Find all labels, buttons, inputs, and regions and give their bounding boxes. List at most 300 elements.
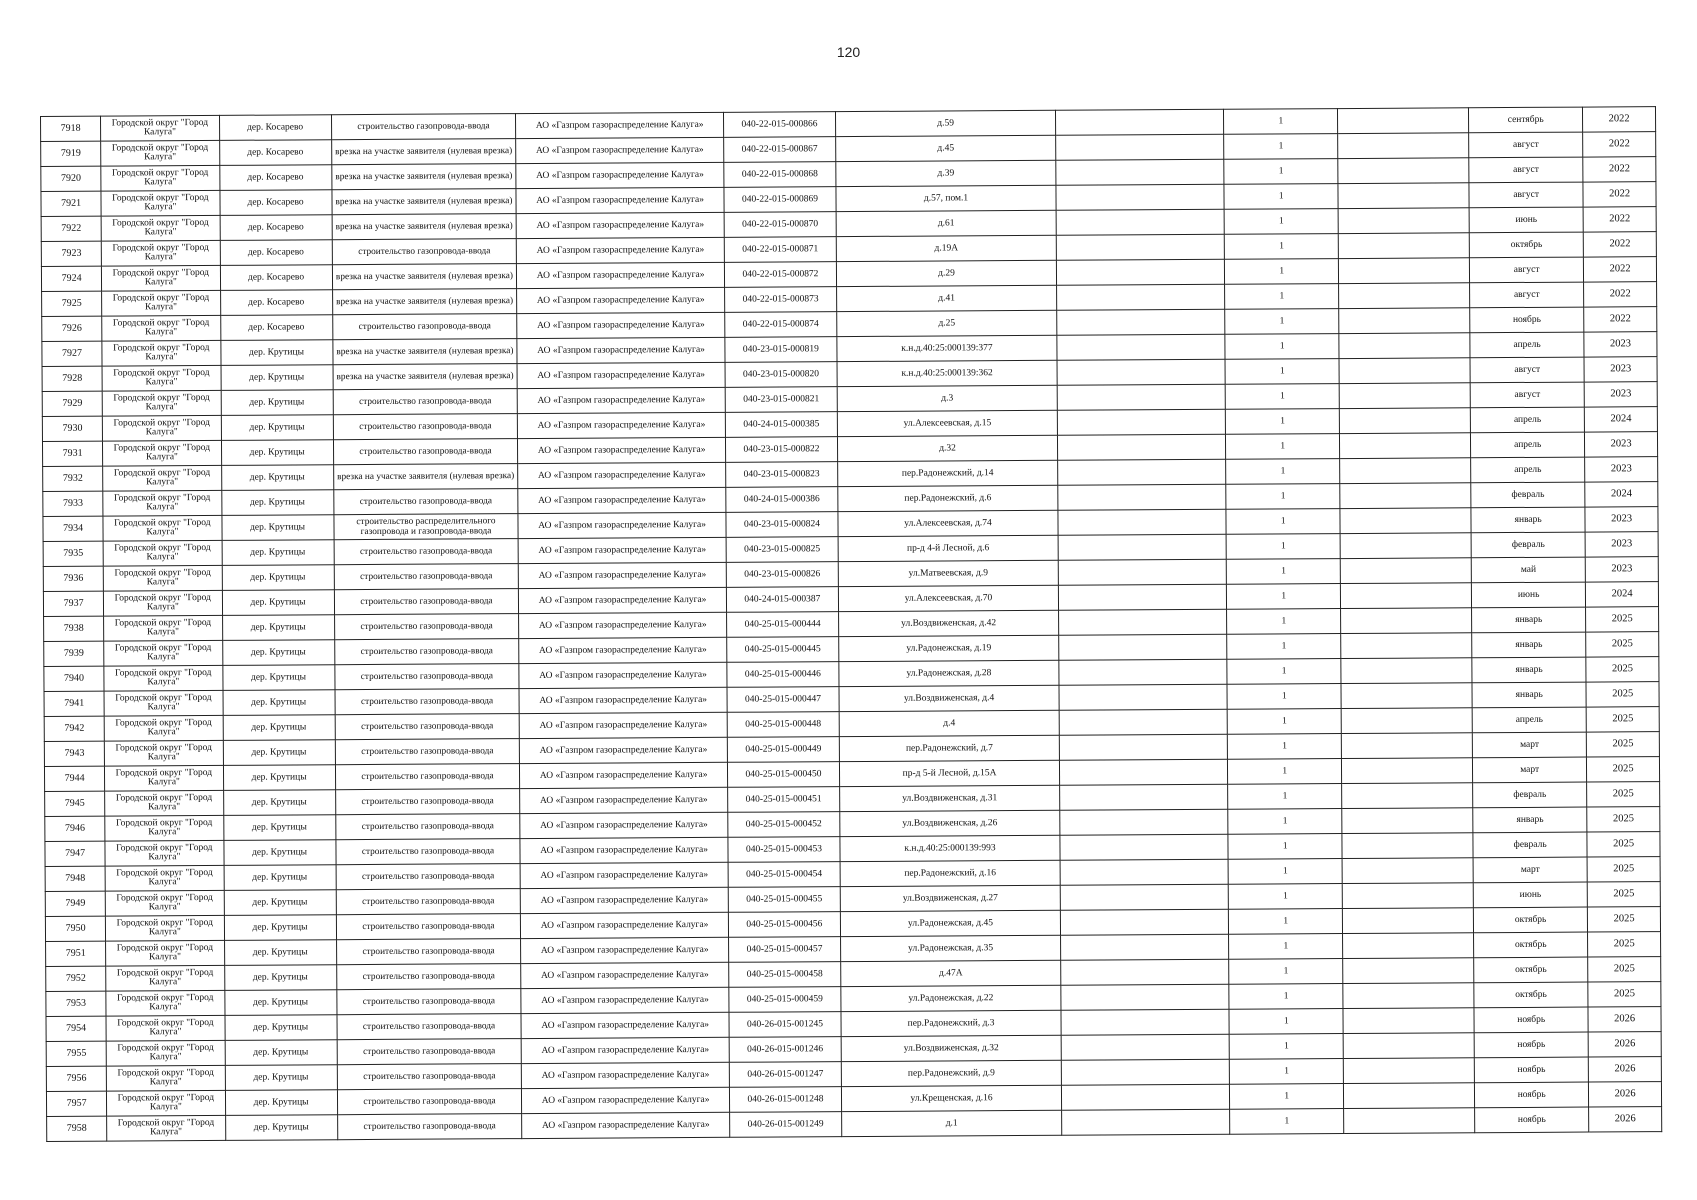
settlement-cell: дер. Крутицы <box>221 490 333 516</box>
application-code-cell: 040-25-015-000444 <box>726 612 838 638</box>
company-cell: АО «Газпром газораспределение Калуга» <box>520 762 728 788</box>
settlement-cell: дер. Крутицы <box>221 440 333 466</box>
work-type-cell: строительство газопровода-ввода <box>335 739 520 765</box>
municipality-cell: Городской округ "Город Калуга" <box>105 790 223 816</box>
municipality-cell: Городской округ "Город Калуга" <box>104 690 222 716</box>
empty-cell <box>1338 208 1469 234</box>
settlement-cell: дер. Косарево <box>220 215 332 241</box>
month-cell: август <box>1469 182 1583 208</box>
month-cell: август <box>1469 157 1583 183</box>
settlement-cell: дер. Косарево <box>220 240 332 266</box>
empty-cell <box>1344 1083 1475 1109</box>
year-cell: 2025 <box>1588 932 1661 957</box>
work-type-cell: строительство газопровода-ввода <box>335 714 520 740</box>
address-cell: пер.Радонежский, д.16 <box>840 860 1060 886</box>
year-cell: 2025 <box>1587 732 1660 757</box>
address-cell: д.25 <box>837 310 1057 336</box>
quantity-cell: 1 <box>1230 1109 1344 1135</box>
application-code-cell: 040-23-015-000826 <box>726 562 838 588</box>
empty-cell <box>1338 183 1469 209</box>
empty-cell <box>1340 458 1471 484</box>
address-cell: пер.Радонежский, д.9 <box>841 1060 1061 1086</box>
settlement-cell: дер. Крутицы <box>224 940 336 966</box>
empty-cell <box>1342 783 1473 809</box>
company-cell: АО «Газпром газораспределение Калуга» <box>522 1112 730 1138</box>
quantity-cell: 1 <box>1226 459 1340 485</box>
year-cell: 2022 <box>1583 132 1656 157</box>
row-number: 7951 <box>46 941 106 966</box>
empty-cell <box>1059 684 1227 710</box>
settlement-cell: дер. Косарево <box>220 265 332 291</box>
settlement-cell: дер. Крутицы <box>223 840 335 866</box>
municipality-cell: Городской округ "Город Калуга" <box>106 940 224 966</box>
work-type-cell: строительство газопровода-ввода <box>334 564 519 590</box>
row-number: 7923 <box>41 241 101 266</box>
month-cell: февраль <box>1471 482 1585 508</box>
row-number: 7952 <box>46 966 106 991</box>
company-cell: АО «Газпром газораспределение Калуга» <box>520 862 728 888</box>
application-code-cell: 040-25-015-000454 <box>728 862 840 888</box>
empty-cell <box>1058 534 1226 560</box>
work-type-cell: строительство газопровода-ввода <box>335 789 520 815</box>
empty-cell <box>1056 159 1224 185</box>
address-cell: д.45 <box>836 135 1056 161</box>
municipality-cell: Городской округ "Город Калуга" <box>106 965 224 991</box>
company-cell: АО «Газпром газораспределение Калуга» <box>517 362 725 388</box>
application-code-cell: 040-22-015-000866 <box>723 112 835 138</box>
work-type-cell: строительство газопровода-ввода <box>333 414 518 440</box>
empty-cell <box>1339 333 1470 359</box>
empty-cell <box>1061 959 1229 985</box>
quantity-cell: 1 <box>1227 584 1341 610</box>
application-code-cell: 040-26-015-001249 <box>730 1112 842 1138</box>
year-cell: 2023 <box>1584 357 1657 382</box>
municipality-cell: Городской округ "Город Калуга" <box>102 290 220 316</box>
month-cell: апрель <box>1471 457 1585 483</box>
row-number: 7922 <box>41 216 101 241</box>
address-cell: ул.Радонежская, д.22 <box>841 985 1061 1011</box>
row-number: 7931 <box>42 441 102 466</box>
application-code-cell: 040-23-015-000823 <box>726 462 838 488</box>
year-cell: 2026 <box>1588 1007 1661 1032</box>
settlement-cell: дер. Крутицы <box>224 965 336 991</box>
empty-cell <box>1057 284 1225 310</box>
municipality-cell: Городской округ "Город Калуга" <box>106 1015 224 1041</box>
row-number: 7934 <box>43 516 103 541</box>
row-number: 7936 <box>43 566 103 591</box>
year-cell: 2023 <box>1584 332 1657 357</box>
work-type-cell: врезка на участке заявителя (нулевая врезка) <box>332 189 517 215</box>
month-cell: июнь <box>1473 882 1587 908</box>
address-cell: к.н.д.40:25:000139:362 <box>837 360 1057 386</box>
application-code-cell: 040-25-015-000451 <box>728 787 840 813</box>
settlement-cell: дер. Крутицы <box>224 915 336 941</box>
row-number: 7920 <box>41 166 101 191</box>
empty-cell <box>1061 1034 1229 1060</box>
application-code-cell: 040-23-015-000820 <box>725 362 837 388</box>
year-cell: 2025 <box>1587 832 1660 857</box>
municipality-cell: Городской округ "Город Калуга" <box>103 540 221 566</box>
settlement-cell: дер. Крутицы <box>222 565 334 591</box>
month-cell: октябрь <box>1474 932 1588 958</box>
year-cell: 2026 <box>1589 1057 1662 1082</box>
company-cell: АО «Газпром газораспределение Калуга» <box>520 837 728 863</box>
empty-cell <box>1056 209 1224 235</box>
empty-cell <box>1060 834 1228 860</box>
empty-cell <box>1342 808 1473 834</box>
empty-cell <box>1058 434 1226 460</box>
address-cell: ул.Воздвиженская, д.27 <box>840 885 1060 911</box>
empty-cell <box>1058 509 1226 535</box>
company-cell: АО «Газпром газораспределение Калуга» <box>517 237 725 263</box>
municipality-cell: Городской округ "Город Калуга" <box>103 515 221 541</box>
municipality-cell: Городской округ "Город Калуга" <box>107 1090 225 1116</box>
quantity-cell: 1 <box>1228 884 1342 910</box>
empty-cell <box>1343 958 1474 984</box>
settlement-cell: дер. Крутицы <box>223 790 335 816</box>
empty-cell <box>1058 484 1226 510</box>
empty-cell <box>1059 709 1227 735</box>
settlement-cell: дер. Крутицы <box>221 390 333 416</box>
settlement-cell: дер. Крутицы <box>225 1090 337 1116</box>
registry-sheet <box>40 106 1662 1142</box>
application-code-cell: 040-22-015-000869 <box>724 187 836 213</box>
quantity-cell: 1 <box>1228 859 1342 885</box>
year-cell: 2026 <box>1589 1082 1662 1107</box>
empty-cell <box>1339 383 1470 409</box>
address-cell: ул.Крещенская, д.16 <box>841 1085 1061 1111</box>
application-code-cell: 040-23-015-000821 <box>725 387 837 413</box>
company-cell: АО «Газпром газораспределение Калуга» <box>521 1037 729 1063</box>
address-cell: ул.Воздвиженская, д.4 <box>839 685 1059 711</box>
quantity-cell: 1 <box>1225 384 1339 410</box>
row-number: 7944 <box>44 766 104 791</box>
month-cell: октябрь <box>1473 907 1587 933</box>
company-cell: АО «Газпром газораспределение Калуга» <box>518 487 726 513</box>
work-type-cell: строительство газопровода-ввода <box>334 664 519 690</box>
work-type-cell: врезка на участке заявителя (нулевая врезка) <box>332 289 517 315</box>
work-type-cell: строительство газопровода-ввода <box>334 639 519 665</box>
empty-cell <box>1057 359 1225 385</box>
year-cell: 2025 <box>1586 682 1659 707</box>
municipality-cell: Городской округ "Город Калуга" <box>101 240 219 266</box>
application-code-cell: 040-25-015-000448 <box>727 712 839 738</box>
row-number: 7932 <box>43 466 103 491</box>
address-cell: д.61 <box>836 210 1056 236</box>
quantity-cell: 1 <box>1228 759 1342 785</box>
application-code-cell: 040-23-015-000819 <box>725 337 837 363</box>
work-type-cell: врезка на участке заявителя (нулевая врезка) <box>332 214 517 240</box>
municipality-cell: Городской округ "Город Калуга" <box>106 915 224 941</box>
empty-cell <box>1342 858 1473 884</box>
year-cell: 2022 <box>1583 157 1656 182</box>
empty-cell <box>1342 833 1473 859</box>
application-code-cell: 040-26-015-001246 <box>729 1037 841 1063</box>
settlement-cell: дер. Крутицы <box>221 465 333 491</box>
row-number: 7930 <box>42 416 102 441</box>
municipality-cell: Городской округ "Город Калуга" <box>103 465 221 491</box>
application-code-cell: 040-25-015-000453 <box>728 837 840 863</box>
work-type-cell: строительство газопровода-ввода <box>337 1064 522 1090</box>
application-code-cell: 040-25-015-000455 <box>728 887 840 913</box>
empty-cell <box>1343 908 1474 934</box>
quantity-cell: 1 <box>1224 184 1338 210</box>
row-number: 7933 <box>43 491 103 516</box>
row-number: 7940 <box>44 666 104 691</box>
work-type-cell: строительство газопровода-ввода <box>335 764 520 790</box>
application-code-cell: 040-22-015-000868 <box>724 162 836 188</box>
company-cell: АО «Газпром газораспределение Калуга» <box>517 312 725 338</box>
settlement-cell: дер. Крутицы <box>225 1065 337 1091</box>
address-cell: ул.Воздвиженская, д.31 <box>840 785 1060 811</box>
company-cell: АО «Газпром газораспределение Калуга» <box>520 787 728 813</box>
year-cell: 2025 <box>1586 707 1659 732</box>
work-type-cell: строительство газопровода-ввода <box>337 1114 522 1140</box>
company-cell: АО «Газпром газораспределение Калуга» <box>519 637 727 663</box>
settlement-cell: дер. Крутицы <box>223 765 335 791</box>
work-type-cell: врезка на участке заявителя (нулевая врезка) <box>333 464 518 490</box>
municipality-cell: Городской округ "Город Калуга" <box>103 415 221 441</box>
address-cell: пер.Радонежский, д.3 <box>841 1010 1061 1036</box>
month-cell: апрель <box>1471 432 1585 458</box>
month-cell: ноябрь <box>1475 1107 1589 1133</box>
row-number: 7929 <box>42 391 102 416</box>
municipality-cell: Городской округ "Город Калуга" <box>105 765 223 791</box>
empty-cell <box>1341 658 1472 684</box>
month-cell: ноябрь <box>1470 307 1584 333</box>
application-code-cell: 040-26-015-001245 <box>729 1012 841 1038</box>
year-cell: 2024 <box>1585 482 1658 507</box>
company-cell: АО «Газпром газораспределение Калуга» <box>516 137 724 163</box>
year-cell: 2025 <box>1586 607 1659 632</box>
month-cell: февраль <box>1471 532 1585 558</box>
month-cell: апрель <box>1472 707 1586 733</box>
row-number: 7943 <box>44 741 104 766</box>
month-cell: август <box>1470 382 1584 408</box>
row-number: 7925 <box>42 291 102 316</box>
month-cell: ноябрь <box>1474 1032 1588 1058</box>
row-number: 7948 <box>45 866 105 891</box>
municipality-cell: Городской округ "Город Калуга" <box>105 890 223 916</box>
address-cell: д.4 <box>839 710 1059 736</box>
empty-cell <box>1056 259 1224 285</box>
quantity-cell: 1 <box>1228 809 1342 835</box>
company-cell: АО «Газпром газораспределение Калуга» <box>519 662 727 688</box>
company-cell: АО «Газпром газораспределение Калуга» <box>520 737 728 763</box>
settlement-cell: дер. Крутицы <box>222 540 334 566</box>
work-type-cell: врезка на участке заявителя (нулевая врезка) <box>332 339 517 365</box>
work-type-cell: строительство газопровода-ввода <box>332 314 517 340</box>
empty-cell <box>1060 809 1228 835</box>
work-type-cell: строительство газопровода-ввода <box>337 1089 522 1115</box>
empty-cell <box>1341 683 1472 709</box>
year-cell: 2025 <box>1587 857 1660 882</box>
work-type-cell: строительство газопровода-ввода <box>337 1039 522 1065</box>
empty-cell <box>1343 883 1474 909</box>
month-cell: январь <box>1472 607 1586 633</box>
quantity-cell: 1 <box>1229 934 1343 960</box>
empty-cell <box>1061 984 1229 1010</box>
row-number: 7937 <box>43 591 103 616</box>
municipality-cell: Городской округ "Город Калуга" <box>101 215 219 241</box>
company-cell: АО «Газпром газораспределение Калуга» <box>521 987 729 1013</box>
quantity-cell: 1 <box>1225 359 1339 385</box>
year-cell: 2026 <box>1588 1032 1661 1057</box>
municipality-cell: Городской округ "Город Калуга" <box>102 265 220 291</box>
address-cell: д.29 <box>836 260 1056 286</box>
quantity-cell: 1 <box>1229 984 1343 1010</box>
empty-cell <box>1338 158 1469 184</box>
municipality-cell: Городской округ "Город Калуга" <box>106 1040 224 1066</box>
work-type-cell: строительство газопровода-ввода <box>336 914 521 940</box>
work-type-cell: строительство газопровода-ввода <box>335 814 520 840</box>
address-cell: пер.Радонежский, д.14 <box>838 460 1058 486</box>
address-cell: д.19А <box>836 235 1056 261</box>
work-type-cell: врезка на участке заявителя (нулевая врезка) <box>333 364 518 390</box>
company-cell: АО «Газпром газораспределение Калуга» <box>519 712 727 738</box>
application-code-cell: 040-24-015-000387 <box>726 587 838 613</box>
quantity-cell: 1 <box>1227 659 1341 685</box>
address-cell: ул.Матвеевская, д.9 <box>838 560 1058 586</box>
company-cell: АО «Газпром газораспределение Калуга» <box>518 537 726 563</box>
quantity-cell: 1 <box>1230 1084 1344 1110</box>
row-number: 7928 <box>42 366 102 391</box>
settlement-cell: дер. Крутицы <box>220 340 332 366</box>
municipality-cell: Городской округ "Город Калуга" <box>102 340 220 366</box>
work-type-cell: строительство газопровода-ввода <box>334 539 519 565</box>
company-cell: АО «Газпром газораспределение Калуга» <box>522 1062 730 1088</box>
year-cell: 2023 <box>1584 382 1657 407</box>
municipality-cell: Городской округ "Город Калуга" <box>103 490 221 516</box>
application-code-cell: 040-26-015-001247 <box>729 1062 841 1088</box>
row-number: 7945 <box>45 791 105 816</box>
quantity-cell: 1 <box>1225 334 1339 360</box>
empty-cell <box>1340 408 1471 434</box>
settlement-cell: дер. Крутицы <box>223 690 335 716</box>
settlement-cell: дер. Крутицы <box>221 365 333 391</box>
year-cell: 2025 <box>1588 957 1661 982</box>
municipality-cell: Городской округ "Город Калуга" <box>102 390 220 416</box>
row-number: 7946 <box>45 816 105 841</box>
empty-cell <box>1061 1009 1229 1035</box>
application-code-cell: 040-24-015-000385 <box>725 412 837 438</box>
work-type-cell: строительство газопровода-ввода <box>336 839 521 865</box>
row-number: 7924 <box>41 266 101 291</box>
quantity-cell: 1 <box>1229 959 1343 985</box>
municipality-cell: Городской округ "Город Калуга" <box>106 990 224 1016</box>
application-code-cell: 040-22-015-000870 <box>724 212 836 238</box>
municipality-cell: Городской округ "Город Калуга" <box>105 865 223 891</box>
quantity-cell: 1 <box>1224 109 1338 135</box>
municipality-cell: Городской округ "Город Калуга" <box>102 315 220 341</box>
municipality-cell: Городской округ "Город Калуга" <box>107 1115 225 1141</box>
empty-cell <box>1339 283 1470 309</box>
address-cell: к.н.д.40:25:000139:993 <box>840 835 1060 861</box>
quantity-cell: 1 <box>1229 1034 1343 1060</box>
address-cell: ул.Радонежская, д.45 <box>840 910 1060 936</box>
quantity-cell: 1 <box>1226 484 1340 510</box>
settlement-cell: дер. Крутицы <box>223 815 335 841</box>
settlement-cell: дер. Косарево <box>219 115 331 141</box>
empty-cell <box>1339 233 1470 259</box>
empty-cell <box>1059 734 1227 760</box>
company-cell: АО «Газпром газораспределение Калуга» <box>521 887 729 913</box>
quantity-cell: 1 <box>1225 309 1339 335</box>
month-cell: январь <box>1472 632 1586 658</box>
address-cell: ул.Радонежская, д.28 <box>839 660 1059 686</box>
address-cell: пр-д 5-й Лесной, д.15А <box>839 760 1059 786</box>
month-cell: январь <box>1472 657 1586 683</box>
quantity-cell: 1 <box>1226 534 1340 560</box>
row-number: 7949 <box>45 891 105 916</box>
empty-cell <box>1056 109 1224 135</box>
municipality-cell: Городской округ "Город Калуга" <box>101 190 219 216</box>
settlement-cell: дер. Косарево <box>219 190 331 216</box>
page-number: 120 <box>836 44 861 60</box>
month-cell: август <box>1470 282 1584 308</box>
empty-cell <box>1341 708 1472 734</box>
address-cell: д.39 <box>836 160 1056 186</box>
company-cell: АО «Газпром газораспределение Калуга» <box>517 287 725 313</box>
empty-cell <box>1059 609 1227 635</box>
work-type-cell: строительство газопровода-ввода <box>336 889 521 915</box>
year-cell: 2024 <box>1585 407 1658 432</box>
year-cell: 2022 <box>1583 182 1656 207</box>
year-cell: 2023 <box>1585 557 1658 582</box>
quantity-cell: 1 <box>1229 909 1343 935</box>
work-type-cell: строительство газопровода-ввода <box>333 439 518 465</box>
application-code-cell: 040-26-015-001248 <box>729 1087 841 1113</box>
settlement-cell: дер. Крутицы <box>224 865 336 891</box>
empty-cell <box>1061 934 1229 960</box>
application-code-cell: 040-25-015-000445 <box>727 637 839 663</box>
municipality-cell: Городской округ "Город Калуга" <box>106 1065 224 1091</box>
municipality-cell: Городской округ "Город Калуга" <box>101 165 219 191</box>
year-cell: 2025 <box>1586 632 1659 657</box>
year-cell: 2025 <box>1587 757 1660 782</box>
company-cell: АО «Газпром газораспределение Калуга» <box>518 387 726 413</box>
empty-cell <box>1343 1008 1474 1034</box>
work-type-cell: врезка на участке заявителя (нулевая врезка) <box>332 264 517 290</box>
address-cell: д.32 <box>837 435 1057 461</box>
settlement-cell: дер. Косарево <box>220 315 332 341</box>
month-cell: ноябрь <box>1474 1057 1588 1083</box>
company-cell: АО «Газпром газораспределение Калуга» <box>518 462 726 488</box>
settlement-cell: дер. Крутицы <box>223 715 335 741</box>
row-number: 7958 <box>47 1116 107 1141</box>
row-number: 7921 <box>41 191 101 216</box>
empty-cell <box>1058 459 1226 485</box>
work-type-cell: строительство газопровода-ввода <box>332 239 517 265</box>
row-number: 7956 <box>46 1066 106 1091</box>
quantity-cell: 1 <box>1225 409 1339 435</box>
year-cell: 2023 <box>1585 532 1658 557</box>
address-cell: ул.Воздвиженская, д.32 <box>841 1035 1061 1061</box>
quantity-cell: 1 <box>1224 209 1338 235</box>
year-cell: 2023 <box>1585 457 1658 482</box>
month-cell: февраль <box>1473 832 1587 858</box>
address-cell: к.н.д.40:25:000139:377 <box>837 335 1057 361</box>
year-cell: 2026 <box>1589 1107 1662 1132</box>
month-cell: сентябрь <box>1469 107 1583 133</box>
address-cell: ул.Воздвиженская, д.42 <box>839 610 1059 636</box>
municipality-cell: Городской округ "Город Калуга" <box>101 140 219 166</box>
company-cell: АО «Газпром газораспределение Калуга» <box>517 337 725 363</box>
settlement-cell: дер. Крутицы <box>222 665 334 691</box>
row-number: 7942 <box>44 716 104 741</box>
month-cell: август <box>1469 257 1583 283</box>
month-cell: июнь <box>1469 207 1583 233</box>
